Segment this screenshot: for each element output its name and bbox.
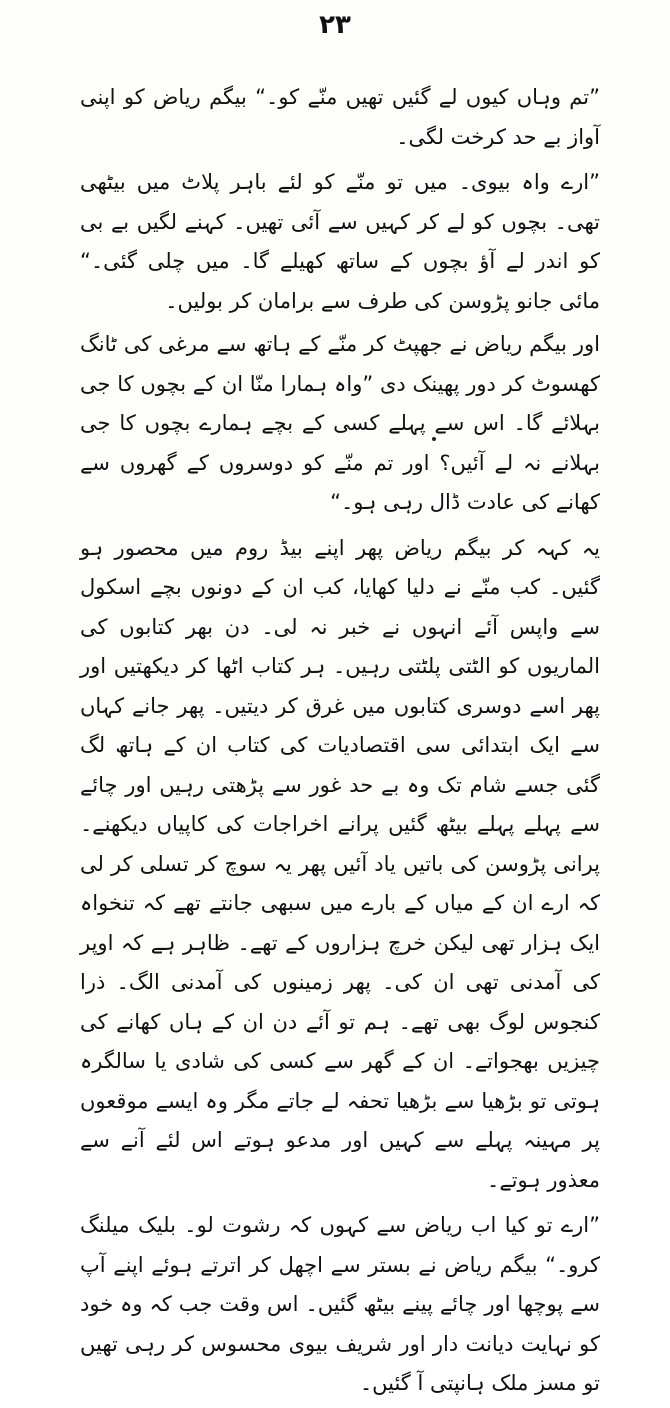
paragraph-4: یہ کہہ کر بیگم ریاض پھر اپنے بیڈ روم میں محصور ہو گئیں۔ کب منّے نے دلیا کھایا، کب ان کے دونوں بچے اسکول سے واپس آئے انہوں نے خبر نہ لی۔ دن بھر کتابوں کی الماریوں کو الٹتی پلٹتی رہیں۔ ہر کتاب اٹھا کر دیکھتیں اور پھر اسے دوسری کتابوں میں غرق کر دیتیں۔ پھر جانے کہاں سے ایک ابتدائی سی اقتصادیات کی کتاب ان کے ہاتھ لگ گئی جسے شام تک وہ بے حد غور سے پڑھتی رہیں اور چائے سے پہلے پہلے بیٹھ گئیں پرانے اخراجات کی کاپیاں دیکھنے۔ پرانی پڑوسن کی باتیں یاد آئیں پھر یہ سوچ کر تسلی کر لی کہ ارے ان کے میاں کے بارے میں سبھی جانتے تھے کہ تنخواہ ایک ہزار تھی لیکن خرچ ہزاروں کے تھے۔ ظاہر ہے کہ اوپر کی آمدنی تھی ان کی۔ پھر زمینوں کی آمدنی الگ۔ ذرا کنجوس لوگ بھی تھے۔ ہم تو آئے دن ان کے ہاں کھانے کی چیزیں بھجواتے۔ ان کے گھر سے کسی کی شادی یا سالگرہ ہوتی تو بڑھیا سے بڑھیا تحفہ لے جاتے مگر وہ ایسے موقعوں پر مہینہ پہلے سے کہیں اور مدعو ہوتے اس لئے آنے سے معذور ہوتے۔ bbox=[80, 535, 600, 1192]
print-speck bbox=[432, 437, 436, 441]
paragraph-1: ”تم وہاں کیوں لے گئیں تھیں منّے کو۔“ بیگم ریاض کو اپنی آواز بے حد کرخت لگی۔ bbox=[80, 85, 600, 149]
paragraph-5: ”ارے تو کیا اب ریاض سے کہوں کہ رشوت لو۔ بلیک میلنگ کرو۔“ بیگم ریاض نے بستر سے اچھل کر اترتے ہوئے اپنے آپ سے پوچھا اور چائے پینے بیٹھ گئیں۔ اس وقت جب کہ وہ خود کو نہایت دیانت دار اور شریف بیوی محسوس کر رہی تھیں تو مسز ملک ہانپتی آ گئیں۔ bbox=[80, 1213, 600, 1395]
paragraph-2: ”ارے واہ بیوی۔ میں تو منّے کو لئے باہر پلاٹ میں بیٹھی تھی۔ بچوں کو لے کر کہیں سے آئی تھیں۔ کہنے لگیں بے بی کو اندر لے آؤ بچوں کے ساتھ کھیلے گا۔ میں چلی گئی۔“ مائی جانو پڑوسن کی طرف سے برامان کر بولیں۔ bbox=[80, 170, 600, 313]
page-body-text bbox=[80, 78, 600, 1408]
paragraph-3: اور بیگم ریاض نے جھپٹ کر منّے کے ہاتھ سے مرغی کی ٹانگ کھسوٹ کر دور پھینک دی ”واہ ہمارا منّا ان کے بچوں کا جی بہلائے گا۔ اس سے پہلے کسی کے بچے ہمارے بچوں کا جی بہلانے نہ لے آئیں؟ اور تم منّے کو دوسروں کے گھروں سے کھانے کی عادت ڈال رہی ہو۔“ bbox=[80, 332, 600, 514]
page-number: ۲۳ bbox=[319, 10, 351, 40]
